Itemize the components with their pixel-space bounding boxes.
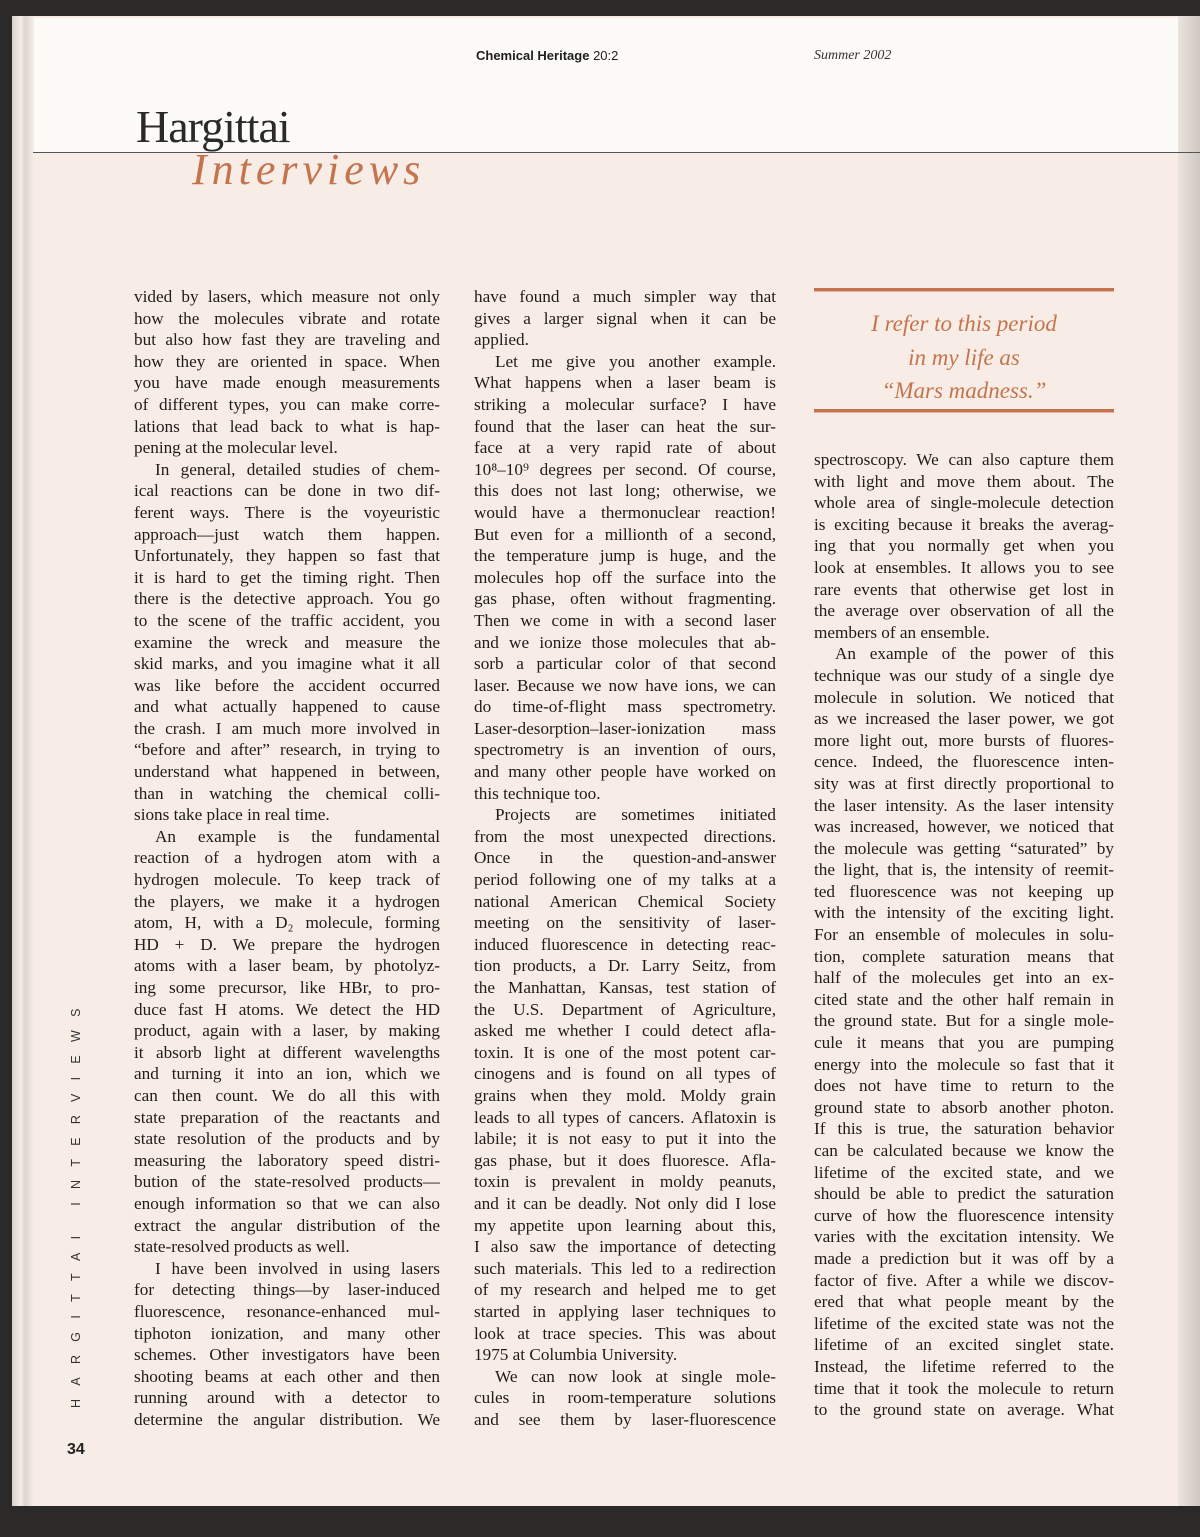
text-line: approach—just watch them happen. (134, 524, 440, 544)
text-line: more light out, more bursts of fluores- (814, 730, 1114, 750)
text-line: lifetime of an excited singlet state. (814, 1335, 1114, 1355)
text-line: made a prediction but it was off by a (814, 1248, 1114, 1268)
pull-quote-text (814, 307, 1114, 408)
running-header-journal (476, 48, 618, 63)
text-line: tion products, a Dr. Larry Seitz, from (474, 956, 776, 976)
text-line: energy into the molecule so fast that it (814, 1054, 1114, 1074)
section-label-vertical: HARGITTAI INTERVIEWS (69, 995, 83, 1408)
text-line: from the most unexpected directions. (474, 826, 776, 846)
text-line: sorb a particular color of that second (474, 654, 776, 674)
pull-quote-line: in my life as (908, 344, 1020, 370)
text-line: the ground state. But for a single mole- (814, 1011, 1114, 1031)
text-line: cule it means that you are pumping (814, 1033, 1114, 1053)
text-line: with light and move them about. The (814, 471, 1114, 491)
pull-quote-top-rule (814, 288, 1114, 292)
text-line: the crash. I am much more involved in (134, 718, 440, 738)
paragraph (474, 1366, 776, 1431)
text-line: determine the angular distribution. We (134, 1409, 440, 1429)
text-line: state-resolved products as well. (134, 1237, 350, 1257)
text-line: sions take place in real time. (134, 805, 330, 825)
text-line: Unfortunately, they happen so fast that (134, 546, 440, 566)
text-line: toxin. It is one of the most potent car- (474, 1042, 776, 1062)
pull-quote-line: “Mars madness.” (881, 378, 1047, 403)
text-line: and turning it into an ion, which we (134, 1064, 440, 1084)
text-line: schemes. Other investigators have been (134, 1345, 440, 1365)
text-line: meeting on the sensitivity of laser- (474, 913, 776, 933)
text-line: understand what happened in between, (134, 762, 440, 782)
text-line: it is hard to get the timing right. Then (134, 567, 440, 587)
text-line: skid marks, and you imagine what it all (134, 654, 440, 674)
text-line: enough information so that we can also (134, 1193, 440, 1213)
text-line: this technique too. (474, 783, 601, 803)
pull-quote (814, 288, 1114, 408)
text-line: Laser-desorption–laser-ionization mass (474, 718, 776, 738)
text-line: Once in the question-and-answer (474, 848, 776, 868)
text-line: Let me give you another example. (495, 351, 776, 371)
pull-quote-line: I refer to this period (871, 311, 1057, 336)
text-line: look at trace species. This was about (474, 1323, 776, 1343)
text-line: for detecting things—by laser-induced (134, 1280, 440, 1300)
text-line: ferent ways. There is the voyeuristic (134, 502, 440, 522)
text-column-3 (814, 449, 1114, 1421)
text-line: Then we come in with a second laser (474, 610, 776, 630)
pull-quote-bottom-rule (814, 409, 1114, 413)
text-line: For an ensemble of molecules in solu- (814, 925, 1114, 945)
paragraph (134, 459, 440, 826)
text-line: gas phase, often without fragmenting. (474, 589, 776, 609)
paragraph (474, 804, 776, 1365)
text-line: how they are oriented in space. When (134, 351, 440, 371)
text-line: examine the wreck and measure the (134, 632, 440, 652)
text-line: ing that you normally get when you (814, 536, 1114, 556)
text-line: and we ionize those molecules that ab- (474, 632, 776, 652)
section-title-hargittai: Hargittai (136, 101, 290, 152)
text-line: but also how fast they are traveling and (134, 330, 440, 350)
text-line: grains when they mold. Moldy grain (474, 1085, 776, 1105)
text-line: the U.S. Department of Agriculture, (474, 999, 776, 1019)
text-line: product, again with a laser, by making (134, 1021, 440, 1041)
text-line: ted fluorescence was not keeping up (814, 881, 1114, 901)
text-line: the laser intensity. As the laser intensity (814, 795, 1114, 815)
text-line: ground state to absorb another photon. (814, 1097, 1114, 1117)
text-column-2 (474, 286, 776, 1430)
text-line: sity was at first directly proportional to (814, 773, 1114, 793)
text-line: do time-of-flight mass spectrometry. (474, 697, 776, 717)
text-line: pening at the molecular level. (134, 438, 338, 458)
text-line: applied. (474, 330, 529, 350)
text-line: the Manhattan, Kansas, test station of (474, 978, 776, 997)
text-line: extract the angular distribution of the (134, 1215, 440, 1235)
text-line: laser. Because we now have ions, we can (474, 675, 776, 695)
text-line: vided by lasers, which measure not only (134, 287, 440, 306)
text-line: of my research and helped me to get (474, 1280, 776, 1300)
text-line: and see them by laser-fluorescence (474, 1409, 776, 1429)
text-line: this does not last long; otherwise, we (474, 481, 776, 501)
paragraph (474, 286, 776, 351)
text-line: and it can be deadly. Not only did I lose (474, 1193, 776, 1213)
text-line: gas phase, but it does fluoresce. Afla- (474, 1150, 776, 1170)
text-line: half of the molecules get into an ex- (814, 968, 1114, 988)
text-line: cited state and the other half remain in (814, 989, 1114, 1009)
text-line: I have been involved in using lasers (155, 1258, 440, 1278)
section-title-interviews: Interviews (192, 145, 426, 194)
text-line: ered that what people meant by the (814, 1292, 1114, 1312)
text-line: is exciting because it breaks the averag- (814, 514, 1114, 534)
text-line: the light, that is, the intensity of reemit- (814, 860, 1114, 880)
text-line: We can now look at single mole- (495, 1366, 776, 1386)
text-line: started in applying laser techniques to (474, 1301, 776, 1321)
paragraph (474, 351, 776, 804)
text-line: tion, complete saturation means that (814, 946, 1114, 966)
text-line: time that it took the molecule to return (814, 1378, 1114, 1398)
text-line: In general, detailed studies of chem- (155, 459, 440, 479)
text-line: gives a larger signal when it can be (474, 308, 776, 328)
text-line: asked me whether I could detect afla- (474, 1021, 776, 1041)
paragraph (134, 826, 440, 1258)
text-line: leads to all types of cancers. Aflatoxin is (474, 1107, 776, 1127)
text-line: can be calculated because we know the (814, 1141, 1114, 1160)
text-line: striking a molecular surface? I have (474, 394, 776, 414)
text-line: spectrometry is an invention of ours, (474, 740, 776, 760)
text-line: was like before the accident occurred (134, 675, 440, 695)
paragraph (134, 286, 440, 459)
journal-name: Chemical Heritage (476, 48, 590, 63)
text-line: period following one of my talks at a (474, 870, 776, 890)
text-line: HD + D. We prepare the hydrogen (134, 934, 440, 954)
text-line: bution of the state-resolved products— (134, 1172, 440, 1192)
text-line: cinogens and is found on all types of (474, 1064, 776, 1084)
text-line: labile; it is not easy to put it into the (474, 1129, 776, 1149)
text-line: reaction of a hydrogen atom with a (134, 848, 440, 868)
text-line: found that the laser can heat the sur- (474, 416, 776, 436)
text-line: whole area of single-molecule detection (814, 493, 1114, 513)
text-line: of different types, you can make corre- (134, 394, 440, 414)
text-line: cules in room-temperature solutions (474, 1388, 776, 1408)
text-line: measuring the laboratory speed distri- (134, 1150, 440, 1170)
page-edges (12, 16, 34, 1506)
text-line: the average over observation of all the (814, 601, 1114, 621)
text-line: does not have time to return to the (814, 1076, 1114, 1096)
text-column-1 (134, 286, 440, 1430)
text-line: curve of how the fluorescence intensity (814, 1205, 1114, 1225)
text-line: ical reactions can be done in two dif- (134, 481, 440, 501)
text-line: duce fast H atoms. We detect the HD (134, 999, 440, 1019)
text-line: you have made enough measurements (134, 373, 440, 393)
text-line: how the molecules vibrate and rotate (134, 308, 440, 328)
text-line: 1975 at Columbia University. (474, 1345, 678, 1365)
paragraph (134, 1258, 440, 1431)
text-line: state preparation of the reactants and (134, 1107, 440, 1127)
text-line: ing some precursor, like HBr, to pro- (134, 978, 440, 997)
text-line: lifetime of the excited state, and we (814, 1162, 1114, 1182)
text-line: with the intensity of the exciting light. (814, 903, 1114, 923)
text-line: there is the detective approach. You go (134, 589, 440, 609)
text-line: lifetime of the excited state was not the (814, 1313, 1114, 1333)
text-line: atom, H, with a D₂ molecule, forming (134, 913, 440, 933)
text-line: members of an ensemble. (814, 622, 990, 642)
text-line: the molecule was getting “saturated” by (814, 838, 1114, 858)
text-line: national American Chemical Society (474, 891, 776, 911)
text-line: fluorescence, resonance-enhanced mul- (134, 1301, 440, 1321)
running-header-season: Summer 2002 (814, 48, 892, 63)
page-number: 34 (67, 1441, 85, 1458)
text-line: my appetite upon learning about this, (474, 1215, 776, 1235)
text-line: Instead, the lifetime referred to the (814, 1356, 1114, 1376)
text-line: An example is the fundamental (155, 826, 440, 846)
text-line: to the ground state on average. What (814, 1400, 1114, 1420)
text-line: If this is true, the saturation behavior (814, 1119, 1114, 1139)
binding-fold (1178, 16, 1200, 1506)
text-line: varies with the excitation intensity. We (814, 1227, 1114, 1247)
text-line: the players, we make it a hydrogen (134, 891, 440, 911)
text-line: I also saw the importance of detecting (474, 1237, 776, 1257)
text-line: molecule in solution. We noticed that (814, 687, 1114, 707)
text-line: running around with a detector to (134, 1388, 440, 1408)
text-line: should be able to predict the saturation (814, 1184, 1114, 1204)
journal-issue: 20:2 (593, 48, 619, 63)
text-line: as we increased the laser power, we got (814, 709, 1114, 729)
text-line: atoms with a laser beam, by photolyz- (134, 956, 440, 976)
text-line: toxin is prevalent in moldy peanuts, (474, 1172, 776, 1192)
text-line: “before and after” research, in trying to (134, 740, 440, 760)
text-line: factor of five. After a while we discov- (814, 1270, 1114, 1290)
text-line: the temperature jump is huge, and the (474, 546, 776, 566)
text-line: was increased, however, we noticed that (814, 817, 1114, 837)
text-line: have found a much simpler way that (474, 287, 776, 306)
text-line: look at ensembles. It allows you to see (814, 557, 1114, 577)
text-line: 10⁸–10⁹ degrees per second. Of course, (474, 459, 776, 479)
text-line: molecules hop off the surface into the (474, 567, 776, 587)
text-line: An example of the power of this (835, 644, 1114, 664)
text-line: such materials. This led to a redirection (474, 1258, 776, 1278)
text-line: What happens when a laser beam is (474, 373, 776, 393)
text-line: hydrogen molecule. To keep track of (134, 870, 440, 890)
text-line: spectroscopy. We can also capture them (814, 450, 1114, 469)
text-line: induced fluorescence in detecting reac- (474, 934, 776, 954)
text-line: tiphoton ionization, and many other (134, 1323, 440, 1343)
text-line: rare events that otherwise get lost in (814, 579, 1114, 599)
text-line: Projects are sometimes initiated (495, 805, 776, 825)
text-line: face at a very rapid rate of about (474, 438, 776, 458)
text-line: would have a thermonuclear reaction! (474, 502, 776, 522)
text-line: can then count. We do all this with (134, 1085, 440, 1105)
text-line: than in watching the chemical colli- (134, 783, 440, 803)
text-line: and many other people have worked on (474, 762, 776, 782)
text-line: cence. Indeed, the fluorescence inten- (814, 752, 1114, 772)
paragraph (814, 643, 1114, 1420)
text-line: shooting beams at each other and then (134, 1366, 440, 1386)
paragraph (814, 449, 1114, 643)
text-line: But even for a millionth of a second, (474, 524, 776, 544)
text-line: state resolution of the products and by (134, 1129, 440, 1149)
text-line: to the scene of the traffic accident, you (134, 610, 440, 630)
text-line: technique was our study of a single dye (814, 665, 1114, 685)
text-line: it absorb light at different wavelengths (134, 1042, 440, 1062)
text-line: lations that lead back to what is hap- (134, 416, 440, 436)
text-line: and what actually happened to cause (134, 697, 440, 717)
